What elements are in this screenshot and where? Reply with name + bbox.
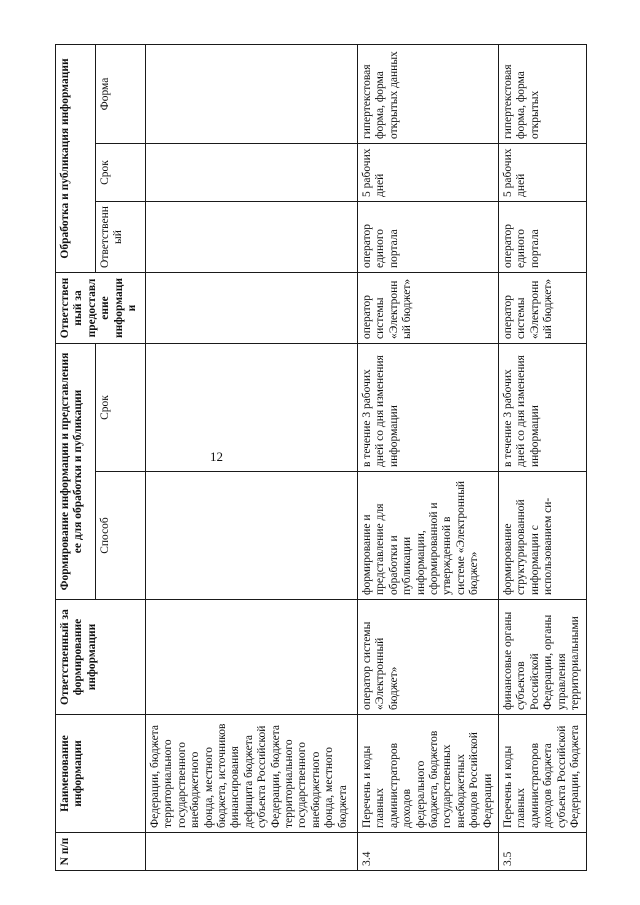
cell-proc-form: гипертекстовая форма, форма открытых данных	[358, 45, 499, 144]
cell-num: 3.4	[358, 833, 499, 871]
cell-responsible-form: финансовые органы субъектов Российской Федерации, органы управления территориальными	[499, 600, 586, 715]
cell-method	[146, 472, 358, 600]
cell-proc-term: 5 рабочих дней	[499, 144, 586, 202]
table-row	[358, 45, 499, 871]
cell-proc-form: гипертекстовая форма, форма открытых	[499, 45, 586, 144]
cell-name: Федерации, бюджета территориального государственного внебюджетного фонда, местного бюджета, источников финансирования дефицита бюджета субъекта Российской Федерации, бюджета территориального государственного внебюджетного фонда, местного бюджета	[146, 715, 358, 833]
header-responsible-provide: Ответственный за предоставление информации	[56, 273, 146, 344]
cell-proc-term: 5 рабочих дней	[358, 144, 499, 202]
cell-term: в течение 3 рабочих дней со дня изменения информации	[358, 344, 499, 472]
header-proc-term: Срок	[96, 144, 146, 202]
cell-term: в течение 3 рабочих дней со дня изменения информации	[499, 344, 586, 472]
cell-num	[146, 833, 358, 871]
header-formation-group: Формирование информации и представления ее для обработки и публикации	[56, 344, 96, 600]
table-row	[499, 45, 586, 871]
table-row	[146, 45, 358, 871]
cell-responsible-form: оператор системы «Электронный бюджет»	[358, 600, 499, 715]
page-number: 12	[210, 449, 223, 464]
cell-term	[146, 344, 358, 472]
header-method: Способ	[96, 472, 146, 600]
cell-method: формирование структурированной информации с использованием си-	[499, 472, 586, 600]
cell-responsible-proc: оператор единого портала	[499, 202, 586, 273]
header-responsible-form: Ответственный за формирование информации	[56, 600, 146, 715]
cell-responsible-proc	[146, 202, 358, 273]
cell-responsible-proc: оператор единого портала	[358, 202, 499, 273]
header-name: Наименование информации	[56, 715, 146, 833]
cell-method: формирование и представление для обработки и публикации информации, сформированной и утвержденной в системе «Электронный бюджет»	[358, 472, 499, 600]
header-num: N п/п	[56, 833, 146, 871]
header-responsible: Ответственный	[96, 202, 146, 273]
cell-name: Перечень и коды главных администраторов доходов бюджета субъекта Российской Федерации, бюджета	[499, 715, 586, 833]
cell-proc-term	[146, 144, 358, 202]
header-processing-group: Обработка и публикация информации	[56, 45, 96, 273]
header-term: Срок	[96, 344, 146, 472]
cell-num: 3.5	[499, 833, 586, 871]
cell-responsible-provide: оператор системы «Электронный бюджет»	[358, 273, 499, 344]
information-table	[55, 44, 587, 871]
cell-responsible-form	[146, 600, 358, 715]
cell-responsible-provide: оператор системы «Электронный бюджет»	[499, 273, 586, 344]
rotated-table-container	[55, 45, 601, 871]
cell-proc-form	[146, 45, 358, 144]
cell-name: Перечень и коды главных администраторов доходов федерального бюджета, бюджетов государственных внебюджетных фондов Российской Федерации	[358, 715, 499, 833]
header-proc-form: Форма	[96, 45, 146, 144]
cell-responsible-provide	[146, 273, 358, 344]
